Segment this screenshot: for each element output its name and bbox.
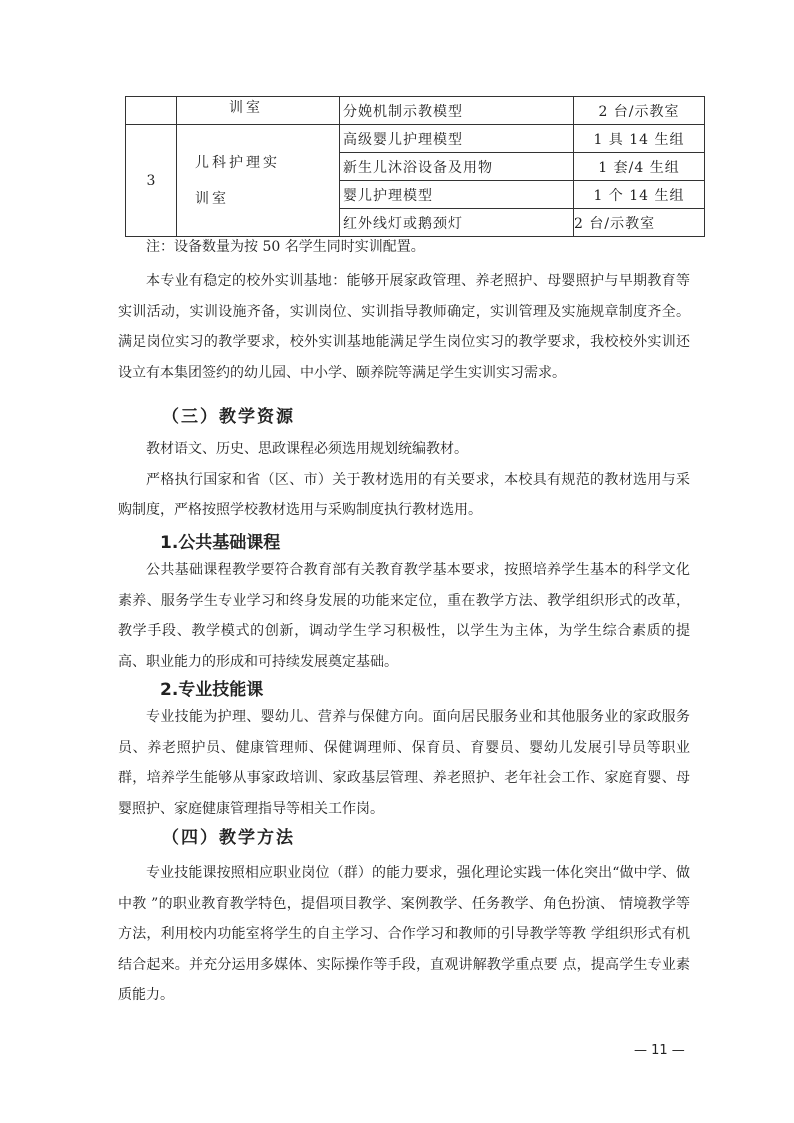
room-name-line1: 儿科护理实: [195, 154, 280, 171]
table-row: [126, 125, 705, 153]
subheading-skill-courses: 2.专业技能课: [160, 680, 264, 700]
paragraph-public-courses: 公共基础课程教学要符合教育部有关教育教学基本要求，按照培养学生基本的科学文化素养、服务学生专业学习和终身发展的功能来定位，重在教学方法、教学组织形式的改革，教学手段、教学模式的创新，调动学生学习积极性，以学生为主体，为学生综合素质的提高、职业能力的形成和可持续发展奠定基础。: [118, 562, 690, 670]
table-cell-room: [177, 125, 340, 237]
table-cell-no: [126, 97, 177, 125]
body-text-block: [118, 434, 690, 526]
table-cell-qty: 1 个 14 生组: [574, 181, 705, 209]
page-number: — 11 —: [634, 1043, 685, 1058]
table-cell-room: 训室: [177, 97, 340, 125]
table-cell-item: 分娩机制示教模型: [340, 97, 574, 125]
table-row: [126, 97, 705, 125]
subheading-public-courses: 1.公共基础课程: [160, 533, 281, 553]
paragraph-base: 本专业有稳定的校外实训基地：能够开展家政管理、养老照护、母婴照护与早期教育等实训活动，实训设施齐备，实训岗位、实训指导教师确定，实训管理及实施规章制度齐全。满足岗位实习的教学要求，校外实训基地能满足学生岗位实习的教学要求，我校校外实训还设立有本集团签约的幼儿园、中小学、颐养院等满足学生实训实习需求。: [118, 273, 690, 381]
paragraph-textbook-1: 教材语文、历史、思政课程必须选用规划统编教材。: [146, 441, 468, 457]
table-cell-no: 3: [126, 125, 177, 237]
body-text-block: [118, 702, 690, 824]
section-heading-methods: （四）教学方法: [162, 828, 295, 848]
table-cell-item: 新生儿沐浴设备及用物: [340, 153, 574, 181]
equipment-table: [125, 96, 705, 237]
table-cell-qty: 1 具 14 生组: [574, 125, 705, 153]
paragraph-skill-courses: 专业技能为护理、婴幼儿、营养与保健方向。面向居民服务业和其他服务业的家政服务员、养老照护员、健康管理师、保健调理师、保育员、育婴员、婴幼儿发展引导员等职业群，培养学生能够从事家政培训、家政基层管理、养老照护、老年社会工作、家庭育婴、母婴照护、家庭健康管理指导等相关工作岗。: [118, 709, 690, 817]
table-note: 注：设备数量为按 50 名学生同时实训配置。: [146, 239, 425, 255]
body-text-block: [118, 555, 690, 677]
room-name-line2: 训室: [195, 190, 229, 207]
table-cell-item: 婴儿护理模型: [340, 181, 574, 209]
table-cell-item: 红外线灯或鹅颈灯: [340, 209, 574, 237]
table-cell-qty: 2 台/示教室: [574, 209, 705, 237]
body-text-block: [118, 858, 690, 1011]
paragraph-methods: 专业技能课按照相应职业岗位（群）的能力要求，强化理论实践一体化突出“做中学、做中教 ”的职业教育教学特色，提倡项目教学、案例教学、任务教学、角色扮演、 情境教学等方法，利用校内功能室将学生的自主学习、合作学习和教师的引导教学等教 学组织形式有机结合起来。并充分运用多媒体、实际操作等手段，直观讲解教学重点要 点，提高学生专业素质能力。: [118, 865, 690, 1003]
body-text-block: [118, 266, 690, 388]
table-cell-item: 高级婴儿护理模型: [340, 125, 574, 153]
table-cell-qty: 2 台/示教室: [574, 97, 705, 125]
table-cell-qty: 1 套/4 生组: [574, 153, 705, 181]
section-heading-resources: （三）教学资源: [162, 407, 295, 427]
paragraph-textbook-2: 严格执行国家和省（区、市）关于教材选用的有关要求，本校具有规范的教材选用与采购制度，严格按照学校教材选用与采购制度执行教材选用。: [118, 471, 690, 518]
